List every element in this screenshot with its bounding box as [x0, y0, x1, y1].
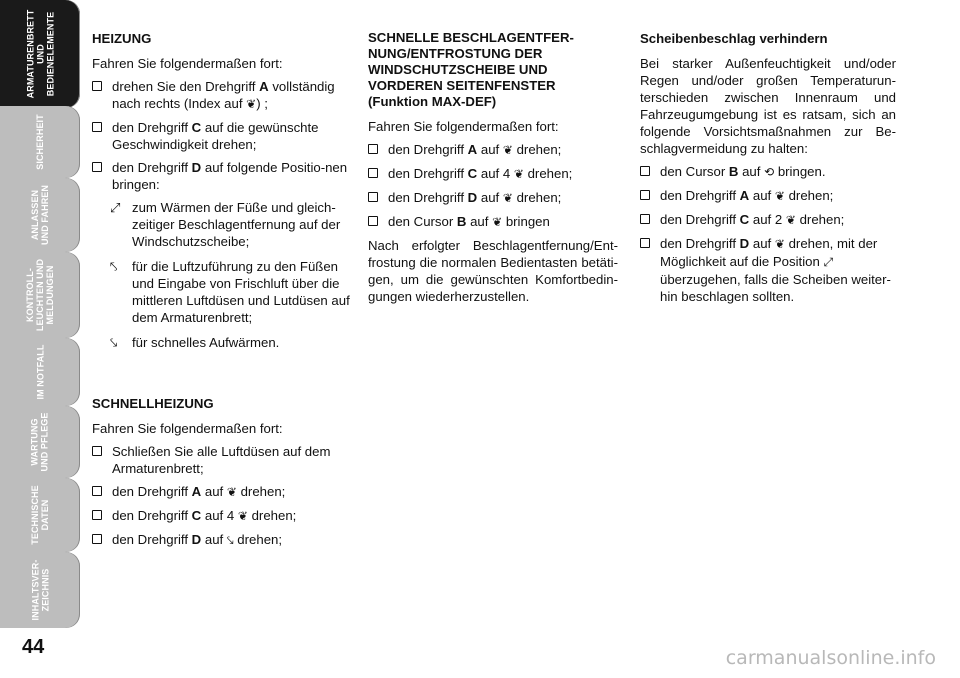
fan-position-icon: ❦ — [226, 485, 237, 499]
list-item: den Drehgriff C auf 2 ❦ drehen; — [640, 211, 896, 229]
page-number: 44 — [22, 636, 45, 658]
heading-max-def: SCHNELLE BESCHLAGENTFER-NUNG/ENTFROSTUNG DER WINDSCHUTZSCHEIBE UND VORDEREN SEITENFENSTER (Funktion MAX-DEF) — [368, 30, 574, 109]
air-recirculation-icon: ⟲ — [764, 165, 775, 179]
checkbox-bullet-icon — [92, 162, 102, 172]
column-max-def — [368, 30, 618, 311]
intro-text: Fahren Sie folgendermaßen fort: — [92, 56, 283, 71]
fan-position-icon: ❦ — [502, 143, 513, 157]
tab-sicherheit[interactable] — [0, 106, 80, 178]
list-item: ⤥ für schnelles Aufwärmen. — [110, 335, 280, 350]
tab-technische-daten[interactable] — [0, 478, 80, 552]
tab-label-anlassen: ANLASSEN UND FAHREN — [29, 184, 50, 246]
fan-position-icon: ❦ — [237, 509, 248, 523]
tab-wartung[interactable] — [0, 406, 80, 478]
checkbox-bullet-icon — [92, 486, 102, 496]
fan-position-icon: ❦ — [785, 213, 796, 227]
tab-kontrollleuchten[interactable] — [0, 252, 80, 338]
heading-heizung: HEIZUNG — [92, 31, 152, 46]
outro-text: Nach erfolgter Beschlagentfernung/Ent-frostung die normalen Bedientasten betäti-gen, um die gewünschten Komfortbedin-gungen wiederherzustellen. — [368, 238, 618, 304]
list-item: den Drehgriff A auf ❦ drehen; — [92, 483, 350, 501]
intro-text: Fahren Sie folgendermaßen fort: — [368, 119, 559, 134]
fan-position-icon: ❦ — [774, 189, 785, 203]
list-item: den Drehgriff C auf 4 ❦ drehen; — [368, 165, 618, 183]
tab-label-technische-daten: TECHNISCHE DATEN — [29, 485, 50, 545]
fan-position-icon: ❦ — [774, 237, 785, 251]
checkbox-bullet-icon — [368, 192, 378, 202]
tab-label-sicherheit: SICHERHEIT — [34, 114, 45, 170]
column-heizung — [92, 30, 350, 555]
feet-windshield-airflow-icon: ⤢ — [823, 255, 834, 269]
list-item: den Drehgriff D auf ❦ drehen; — [368, 189, 618, 207]
fan-position-icon: ❦ — [513, 167, 524, 181]
tab-anlassen[interactable] — [0, 178, 80, 252]
checkbox-bullet-icon — [92, 446, 102, 456]
list-item: drehen Sie den Drehgriff A vollständig nach rechts (Index auf ❦) ; — [92, 78, 350, 113]
list-item: ⤣ für die Luftzuführung zu den Füßen und Eingabe von Frischluft über die mittleren Luftdüsen und Lutdüsen auf dem Armaturenbrett; — [110, 259, 350, 325]
tab-im-notfall[interactable] — [0, 338, 80, 406]
fan-position-icon: ❦ — [492, 215, 503, 229]
list-item: den Drehgriff C auf die gewünschte Geschwindigkeit drehen; — [92, 119, 350, 153]
tab-label-armaturenbrett: ARMATURENBRETT UND BEDIENELEMENTE — [25, 9, 56, 99]
tab-label-wartung: WARTUNG UND PFLEGE — [29, 412, 50, 472]
list-item: Schließen Sie alle Luftdüsen auf dem Armaturenbrett; — [92, 443, 350, 477]
checkbox-bullet-icon — [368, 144, 378, 154]
list-item: den Drehgriff D auf ⤥ drehen; — [92, 531, 350, 549]
heading-scheibenbeschlag: Scheibenbeschlag verhindern — [640, 31, 828, 46]
fan-position-icon: ❦ — [502, 191, 513, 205]
list-item: den Cursor B auf ❦ bringen — [368, 213, 618, 231]
intro-text: Fahren Sie folgendermaßen fort: — [92, 421, 283, 436]
tab-inhaltsverzeichnis[interactable] — [0, 552, 80, 628]
list-item: den Drehgriff A auf ❦ drehen; — [640, 187, 896, 205]
checkbox-bullet-icon — [368, 168, 378, 178]
list-item: den Drehgriff A auf ❦ drehen; — [368, 141, 618, 159]
checkbox-bullet-icon — [640, 214, 650, 224]
checkbox-bullet-icon — [640, 166, 650, 176]
checkbox-bullet-icon — [368, 216, 378, 226]
tab-label-im-notfall: IM NOTFALL — [35, 344, 45, 400]
fan-position-icon: ❦ — [246, 97, 257, 111]
feet-airflow-icon: ⤥ — [110, 335, 118, 350]
list-item: den Cursor B auf ⟲ bringen. — [640, 163, 896, 181]
list-item: den Drehgriff C auf 4 ❦ drehen; — [92, 507, 350, 525]
checkbox-bullet-icon — [92, 122, 102, 132]
intro-text: Bei starker Außenfeuchtigkeit und/oder Regen und/oder großen Temperaturun-terschieden zwischen Innenraum und Fahrzeugumgebung ist es ratsam, sich an folgende Vorsichtsmaßnahmen zur Be-schlagvermeidung zu halten: — [640, 56, 896, 156]
checkbox-bullet-icon — [640, 238, 650, 248]
tab-label-kontrollleuchten: KONTROLL- LEUCHTEN UND MELDUNGEN — [24, 258, 55, 332]
feet-windshield-airflow-icon: ⤢ — [110, 200, 121, 215]
checkbox-bullet-icon — [640, 190, 650, 200]
heading-schnellheizung: SCHNELLHEIZUNG — [92, 396, 214, 411]
checkbox-bullet-icon — [92, 81, 102, 91]
list-item: den Drehgriff D auf ❦ drehen, mit der Möglichkeit auf die Position ⤢ überzugehen, falls die Scheiben weiter-hin beschlagen sollten. — [640, 235, 896, 305]
checkbox-bullet-icon — [92, 510, 102, 520]
checkbox-bullet-icon — [92, 534, 102, 544]
list-item: den Drehgriff D auf folgende Positio-nen bringen: — [92, 159, 350, 193]
list-item: ⤢ zum Wärmen der Füße und gleich-zeitiger Beschlagentfernung auf der Windschutzscheibe; — [110, 200, 341, 249]
tab-label-inhaltsverzeichnis: INHALTSVER- ZEICHNIS — [30, 559, 50, 621]
tab-armaturenbrett[interactable] — [0, 0, 80, 108]
feet-vents-airflow-icon: ⤣ — [110, 259, 118, 274]
column-scheibenbeschlag — [640, 30, 896, 311]
feet-airflow-icon: ⤥ — [226, 533, 234, 547]
watermark: carmanualsonline.info — [725, 647, 936, 669]
